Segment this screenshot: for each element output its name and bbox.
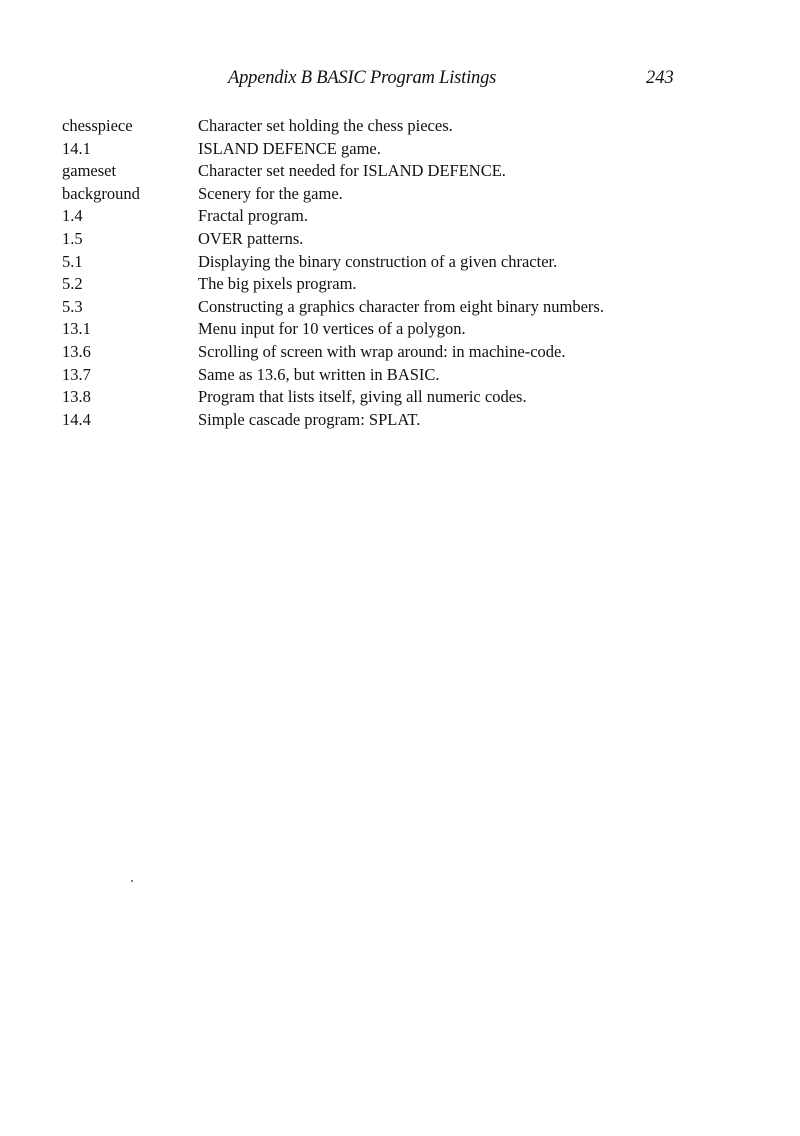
listing-id: 13.7 — [62, 364, 91, 384]
listing-description: Character set needed for ISLAND DEFENCE. — [198, 161, 506, 181]
listing-id: gameset — [62, 161, 117, 181]
listing-description: Constructing a graphics character from eight binary numbers. — [198, 296, 604, 316]
running-header — [0, 68, 800, 92]
listing-row — [62, 160, 722, 183]
listing-row — [62, 409, 722, 432]
listing-id: 5.3 — [62, 296, 83, 316]
listing-description: Program that lists itself, giving all numeric codes. — [198, 387, 527, 407]
program-listing-table — [62, 115, 722, 431]
listing-id: 14.1 — [62, 138, 91, 158]
listing-description: Fractal program. — [198, 206, 308, 226]
listing-description: The big pixels program. — [198, 274, 357, 294]
listing-description: Displaying the binary construction of a given chracter. — [198, 251, 558, 271]
listing-id: chesspiece — [62, 116, 133, 135]
listing-row — [62, 228, 722, 251]
listing-description: Same as 13.6, but written in BASIC. — [198, 364, 440, 384]
listing-description: Scrolling of screen with wrap around: in machine-code. — [198, 341, 566, 361]
listing-row — [62, 183, 722, 206]
listing-row — [62, 251, 722, 274]
listing-row — [62, 364, 722, 387]
listing-row — [62, 138, 722, 161]
page-number: 243 — [646, 68, 674, 88]
listing-row — [62, 386, 722, 409]
listing-id: background — [62, 183, 140, 203]
listing-id: 1.4 — [62, 206, 83, 226]
listing-description: Menu input for 10 vertices of a polygon. — [198, 319, 466, 339]
listing-id: 5.2 — [62, 274, 83, 294]
listing-row — [62, 318, 722, 341]
listing-row — [62, 341, 722, 364]
header-title: Appendix B BASIC Program Listings — [228, 68, 497, 88]
listing-description: Character set holding the chess pieces. — [198, 116, 453, 135]
listing-row — [62, 296, 722, 319]
listing-id: 14.4 — [62, 409, 91, 429]
listing-id: 13.6 — [62, 341, 91, 361]
listing-id: 5.1 — [62, 251, 83, 271]
listing-description: ISLAND DEFENCE game. — [198, 138, 381, 158]
listing-id: 13.8 — [62, 387, 91, 407]
listing-description: OVER patterns. — [198, 228, 304, 248]
scan-speck — [131, 880, 133, 882]
listing-description: Simple cascade program: SPLAT. — [198, 409, 421, 429]
listing-row — [62, 273, 722, 296]
listing-id: 13.1 — [62, 319, 91, 339]
listing-description: Scenery for the game. — [198, 183, 343, 203]
listing-row — [62, 115, 722, 138]
listing-id: 1.5 — [62, 228, 83, 248]
listing-row — [62, 205, 722, 228]
